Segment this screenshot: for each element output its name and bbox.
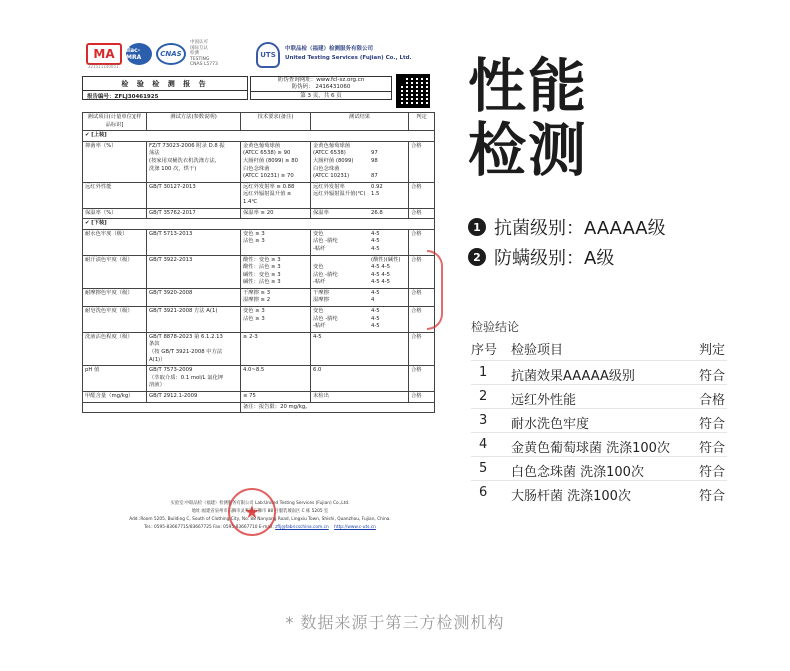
cell-line: (按家用双桶洗衣机洗涤方法,: [149, 157, 217, 164]
section-row: [83, 219, 435, 230]
cell-line: 耐皂洗色牢度（级）: [85, 308, 133, 315]
result-label: 大肠杆菌 (8099): [313, 157, 354, 164]
result-value: 4-5: [371, 315, 380, 322]
result-line: [313, 393, 406, 401]
report-title: 检 验 检 测 报 告: [83, 77, 247, 91]
cell-test-item: [83, 392, 147, 403]
cell-verdict: 合格: [409, 307, 435, 333]
result-value: 4-5: [371, 308, 380, 315]
result-line: [313, 279, 406, 287]
cell-test-method: [147, 182, 241, 208]
cell-line: 大肠杆菌 (8099) ≥ 80: [243, 157, 299, 164]
cell-line: 洗涤 100 次，烘干): [149, 165, 197, 172]
cell-line: FZ/T 73023-2006 附录 D.8 振: [149, 142, 225, 149]
official-seal-icon: [228, 488, 276, 536]
cell-line: GB/T 3920-2008: [149, 289, 193, 296]
cell-test-method: [147, 288, 241, 306]
verification-box: [250, 76, 392, 100]
report-row: [83, 307, 435, 333]
result-label: 金黄色葡萄球菌: [313, 142, 351, 149]
result-label: 远红外发射率: [313, 183, 345, 190]
conclusion-row: 3 耐水洗色牢度 符合: [471, 408, 727, 432]
result-value: 4-5: [371, 245, 380, 252]
report-table: [82, 112, 435, 413]
cell-line: 耐汗渍色牢度（级）: [85, 256, 133, 263]
result-line: [313, 166, 406, 174]
footer-email-link[interactable]: zflj@fabricschina.com.cn: [275, 525, 329, 530]
cell-verdict: 合格: [409, 255, 435, 288]
report-row: [83, 255, 435, 288]
result-value: 4-5 4-5: [371, 271, 390, 278]
grade-text: 抗菌级别：AAAAA级: [494, 218, 666, 239]
cell-line: 荡法: [149, 150, 160, 157]
cell-test-method: [147, 366, 241, 392]
result-value: 98: [371, 157, 378, 164]
cell-line: 甲醛含量（mg/kg）: [85, 393, 134, 399]
result-line: [313, 173, 406, 181]
result-value: 4-5: [371, 323, 380, 330]
cell-line: 变色 ≥ 3: [243, 230, 265, 237]
conclusion-row: 2 远红外性能 合格: [471, 384, 727, 408]
cell-test-method: [147, 141, 241, 182]
result-value: 0.92: [371, 183, 383, 190]
uts-logo: UTS: [256, 42, 280, 68]
cell-verdict: 合格: [409, 229, 435, 255]
result-value: 4-5: [371, 238, 380, 245]
result-value: (酸性)(碱性): [371, 256, 401, 263]
edge-seal-icon: [427, 250, 443, 330]
cell-result: [311, 332, 409, 365]
report-row: [83, 182, 435, 208]
result-label: [313, 257, 371, 265]
cell-line: （萃取介质：0.1 mol/L 氯化钾: [149, 374, 224, 381]
cell-verdict: 合格: [409, 182, 435, 208]
cell-verdict: 合格: [409, 366, 435, 392]
conclusion-row: 5 白色念珠菌 洗涤100次 符合: [471, 456, 727, 480]
cell-result: [311, 182, 409, 208]
cell-result: [311, 141, 409, 182]
cell-test-method: [147, 392, 241, 403]
result-line: [313, 210, 406, 218]
result-label: 沾色 -腈纶: [313, 315, 338, 322]
cell-verdict: 合格: [409, 208, 435, 219]
header-result: 判定: [698, 343, 725, 358]
cell-requirement: [241, 141, 311, 182]
lab-name: [285, 45, 435, 63]
result-line: [313, 238, 406, 246]
cell-line: GB/T 2912.1-2009: [149, 393, 198, 399]
result-value: 4: [371, 297, 375, 304]
cell-line: 远红外发射率 ≥ 0.88: [243, 183, 295, 190]
cell-line: 干摩擦 ≥ 3: [243, 289, 271, 296]
cell-test-item: [83, 141, 147, 182]
result-label: 远红外辐射温升值(℃): [313, 191, 366, 198]
footer-address-en: Add.:Room 5205, Building C, South of Clothing City, No. 88 Nanyang Road, Lingxiu Town, Shishi, Quanzhou, Fujian, China.: [129, 517, 391, 522]
cell-line: 抑菌率（%）: [85, 142, 117, 149]
cell-verdict: 合格: [409, 288, 435, 306]
cell-verdict: 合格: [409, 332, 435, 365]
cell-result: [311, 208, 409, 219]
cell-result: [311, 255, 409, 288]
seal-star-icon: ★: [243, 501, 261, 523]
conclusion-row: 6 大肠杆菌 洗涤100次 符合: [471, 480, 727, 504]
result-value: 4-5 4-5: [371, 264, 390, 271]
cell-line: 沾色 ≥ 3: [243, 315, 265, 322]
cell-test-item: [83, 366, 147, 392]
report-row: [83, 392, 435, 403]
note-text: 备注：报告限：20 mg/kg。: [241, 402, 435, 413]
cell-test-method: [147, 229, 241, 255]
result-label: 变色: [313, 230, 324, 237]
result-label: -粘纤: [313, 279, 326, 286]
test-report-document: [78, 36, 438, 556]
report-number: 报告编号：ZFLJ30461925: [87, 94, 159, 100]
cell-line: pH 值: [85, 367, 100, 374]
report-row: [83, 288, 435, 306]
result-label: 沾色 -腈纶: [313, 271, 338, 278]
result-line: [313, 316, 406, 324]
ilac-logo: ilac-MRA: [126, 43, 152, 65]
cell-result: [311, 307, 409, 333]
cell-line: GB/T 3922-2013: [149, 256, 193, 263]
cell-result: [311, 366, 409, 392]
cell-line: GB/T 8878-2023 第 6.1.2.13: [149, 333, 223, 340]
cell-line: 金黄色葡萄球菌: [243, 142, 281, 149]
result-label: 未检出: [313, 393, 329, 399]
cell-verdict: 合格: [409, 141, 435, 182]
cell-line: 耐摩擦色牢度（级）: [85, 289, 133, 296]
cell-line: （按 GB/T 3921-2008 中方法: [149, 349, 223, 356]
footer-contact: Tel.: 0595-83667715/83667725 Fax: 0595-83667710 E-mail: zflj@fabricschina.com.cn http://www.c-uts.cn: [144, 525, 376, 530]
cell-requirement: [241, 307, 311, 333]
result-line: [313, 323, 406, 331]
section-label: ✔ [下装]: [83, 219, 435, 230]
cell-test-item: [83, 182, 147, 208]
verify-code: 防伪码： 2416431060: [291, 84, 351, 90]
report-header: [78, 36, 438, 76]
cell-test-item: [83, 332, 147, 365]
cell-line: GB/T 35762-2017: [149, 209, 196, 216]
result-label: (ATCC 6538): [313, 150, 346, 157]
result-line: [313, 257, 406, 265]
footer-address-cn: 地址:福建省泉州市石狮市灵秀镇石狮市 88 号服装城南区 C 栋 5205 室: [191, 509, 329, 514]
cell-line: 1.4℃: [243, 198, 258, 205]
footer-web-link[interactable]: http://www.c-uts.cn: [334, 525, 376, 530]
cell-line: GB/T 7573-2009: [149, 367, 193, 374]
cell-line: 4.0~8.5: [243, 367, 265, 374]
cell-line: ≤ 75: [243, 393, 256, 399]
result-label: 湿摩擦: [313, 297, 329, 304]
page-title-line1: 性能: [468, 52, 589, 120]
col-test-method: 测试方法(参数说明): [147, 113, 241, 131]
verify-site: 防伪查询网址：www.fcl-sz.org.cn: [277, 77, 365, 83]
result-line: [313, 150, 406, 158]
cnas-text: 中国认可 国际互认 检测 TESTING CNAS L5773: [190, 40, 218, 67]
result-line: [313, 264, 406, 272]
result-value: 1.5: [371, 191, 380, 198]
report-row: [83, 332, 435, 365]
header-no: 序号: [471, 343, 498, 358]
result-line: [313, 367, 406, 375]
footnote: * 数据来源于第三方检测机构: [285, 613, 505, 632]
result-label: 干摩擦: [313, 289, 329, 296]
conclusion-title: 检验结论: [471, 320, 520, 334]
cell-test-item: [83, 288, 147, 306]
result-label: -粘纤: [313, 323, 326, 330]
header-item: 检验项目: [511, 343, 564, 358]
cell-line: 远红外辐射温升值 ≥: [243, 191, 292, 198]
result-label: 6.0: [313, 367, 322, 374]
grade-anti-mite: [468, 244, 614, 270]
cell-result: [311, 229, 409, 255]
cell-line: GB/T 3921-2008 方法 A(1): [149, 308, 218, 315]
result-line: [313, 246, 406, 254]
cell-line: A(1)）: [149, 356, 166, 363]
lab-name-cn: 中联品检（福建）检测服务有限公司: [285, 46, 374, 52]
section-row: [83, 131, 435, 142]
cell-line: 沾色 ≥ 3: [243, 238, 265, 245]
cell-test-method: [147, 307, 241, 333]
cell-line: 碱性：沾色 ≥ 3: [243, 279, 281, 286]
page-number: 第 3 页，共 6 页: [251, 91, 391, 100]
cell-line: (ATCC 6538) ≥ 90: [243, 150, 291, 157]
conclusion-list: [471, 360, 727, 504]
cell-line: 远红外性能: [85, 183, 112, 190]
result-value: 4-5 4-5: [371, 279, 390, 286]
cell-requirement: [241, 208, 311, 219]
grade-antibacterial: [468, 214, 666, 240]
result-line: [313, 334, 406, 342]
cell-test-item: [83, 307, 147, 333]
cell-requirement: [241, 182, 311, 208]
result-value: 4-5: [371, 230, 380, 237]
cell-line: 保温率（%）: [85, 209, 117, 216]
col-requirement: 技术要求(备注): [241, 113, 311, 131]
result-label: 沾色 -腈纶: [313, 238, 338, 245]
report-row: [83, 366, 435, 392]
cell-test-item: [83, 255, 147, 288]
cell-line: GB/T 5713-2013: [149, 230, 193, 237]
report-row: [83, 208, 435, 219]
cnas-logo: CNAS: [156, 43, 186, 65]
cell-requirement: [241, 332, 311, 365]
cell-requirement: [241, 229, 311, 255]
cell-line: 酸性：沾色 ≥ 3: [243, 264, 281, 271]
section-label: ✔ [上装]: [83, 131, 435, 142]
cell-requirement: [241, 366, 311, 392]
page-title-line2: 检测: [468, 116, 589, 184]
note-spacer: [83, 402, 241, 413]
cell-line: 保温率 ≥ 20: [243, 209, 274, 216]
result-label: 4-5: [313, 333, 322, 340]
result-value: 87: [371, 173, 378, 180]
cell-line: 白色念珠菌: [243, 165, 270, 172]
report-table-header: [83, 113, 435, 131]
report-title-box: [82, 76, 248, 100]
cell-test-item: [83, 208, 147, 219]
cell-line: 条款: [149, 341, 160, 348]
cma-id: 221511140051: [88, 64, 119, 69]
lab-name-en: United Testing Services (Fujian) Co., Ltd.: [285, 55, 412, 61]
note-row: [83, 402, 435, 413]
cell-line: 酸性：变色 ≥ 3: [243, 256, 281, 263]
result-line: [313, 191, 406, 199]
cell-test-method: [147, 208, 241, 219]
cell-test-method: [147, 332, 241, 365]
result-label: 白色念珠菌: [313, 165, 340, 172]
cell-line: (ATCC 10231) ≥ 70: [243, 173, 294, 180]
result-label: (ATCC 10231): [313, 173, 350, 180]
cell-line: 湿摩擦 ≥ 2: [243, 297, 271, 304]
conclusion-row: 1 抗菌效果AAAAA级别 符合: [471, 360, 727, 384]
result-line: [313, 308, 406, 316]
number-badge-icon: 2: [468, 248, 486, 266]
col-result: 测试结果: [311, 113, 409, 131]
col-verdict: 判定: [409, 113, 435, 131]
cell-result: [311, 288, 409, 306]
cell-verdict: 合格: [409, 392, 435, 403]
cell-line: 变色 ≥ 3: [243, 308, 265, 315]
result-line: [313, 297, 406, 305]
result-line: [313, 272, 406, 280]
result-label: -粘纤: [313, 245, 326, 252]
conclusion-row: 4 金黄色葡萄球菌 洗涤100次 符合: [471, 432, 727, 456]
cell-test-method: [147, 255, 241, 288]
cell-line: 溶液）: [149, 382, 165, 389]
grade-text: 防螨级别：A级: [494, 248, 615, 269]
cell-line: 碱性：变色 ≥ 3: [243, 271, 281, 278]
report-row: [83, 229, 435, 255]
number-badge-icon: 1: [468, 218, 486, 236]
result-label: 变色: [313, 308, 324, 315]
cell-line: 耐水色牢度（级）: [85, 230, 128, 237]
cell-line: ≥ 2-3: [243, 333, 258, 340]
result-line: [313, 143, 406, 151]
result-label: 保温率: [313, 209, 329, 216]
report-row: [83, 141, 435, 182]
page-title: [468, 54, 588, 182]
cell-test-item: [83, 229, 147, 255]
result-value: 97: [371, 150, 378, 157]
col-test-item: 测试项目(计量单位)[样品标识]: [83, 113, 147, 131]
cma-logo: MA: [86, 43, 122, 65]
result-value: 4-5: [371, 289, 380, 296]
cell-requirement: [241, 255, 311, 288]
cell-line: 洗液沾色程度（级）: [85, 333, 133, 340]
qr-code-icon: [396, 74, 430, 108]
result-label: 变色: [313, 264, 324, 271]
cell-requirement: [241, 288, 311, 306]
cell-result: [311, 392, 409, 403]
result-line: [313, 158, 406, 166]
result-value: 26.8: [371, 209, 383, 216]
footer-lab: 实验室:中联品检（福建）检测服务有限公司 Lab:United Testing Services (Fujian) Co.,Ltd.: [170, 501, 350, 506]
cell-line: GB/T 30127-2013: [149, 183, 196, 190]
cell-requirement: [241, 392, 311, 403]
